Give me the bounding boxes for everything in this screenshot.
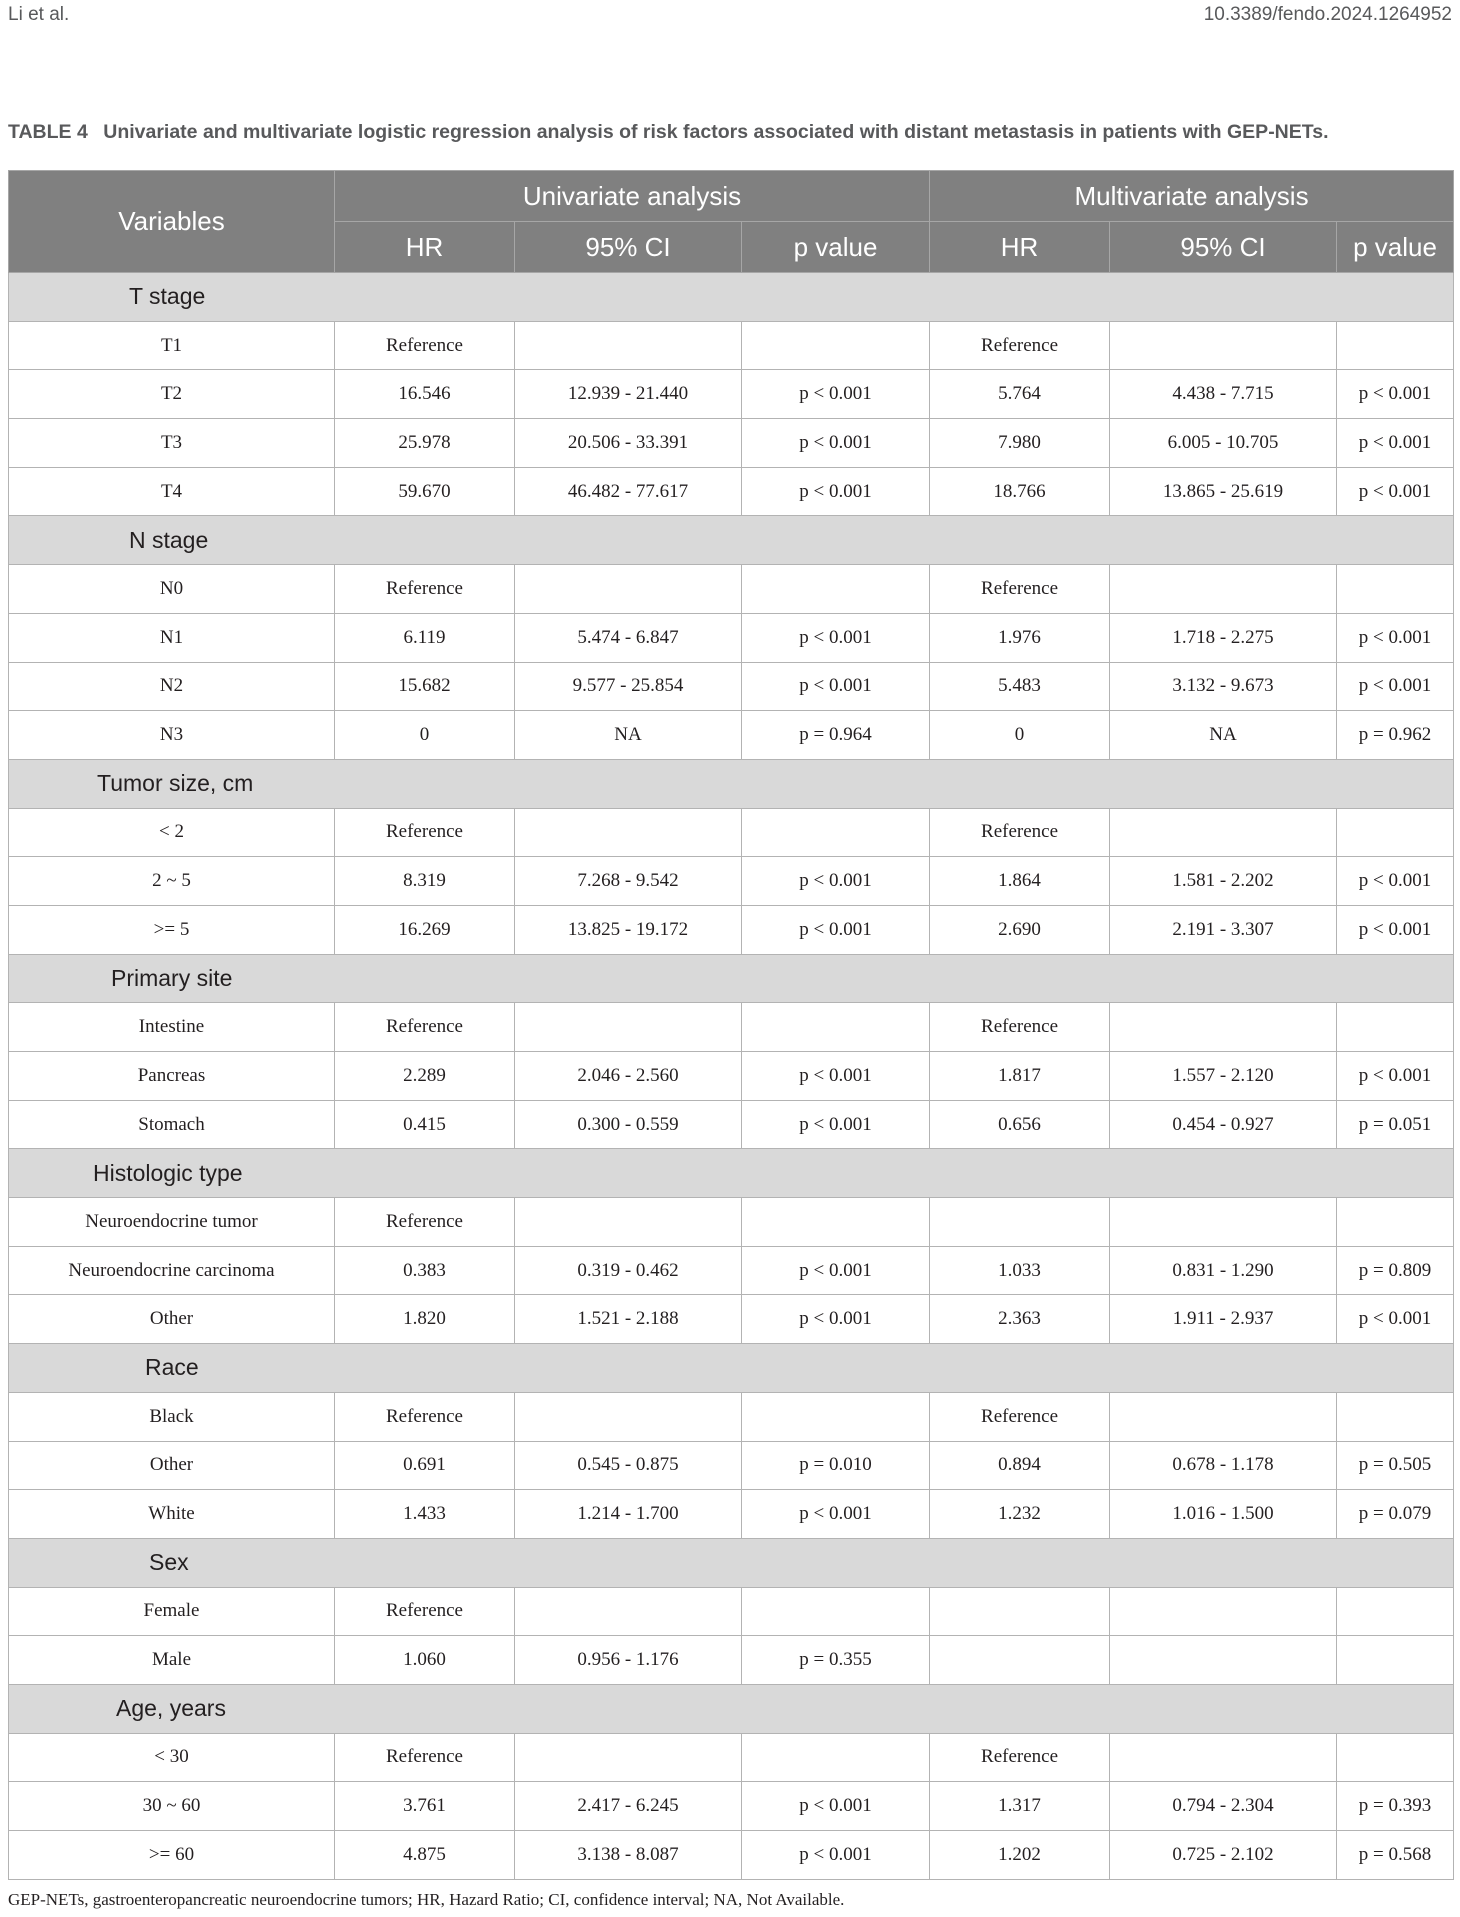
table-row [9,905,1454,954]
table-row [9,565,1454,614]
uni-p-cell [742,565,930,614]
multi-p-cell: p < 0.001 [1337,905,1454,954]
uni-ci-cell: 0.319 - 0.462 [515,1246,742,1295]
multi-p-cell [1337,1733,1454,1782]
uni-p-cell: p = 0.964 [742,711,930,760]
uni-hr-cell: Reference [335,1198,515,1247]
multi-hr-cell: 18.766 [930,467,1110,516]
uni-hr-cell: 25.978 [335,419,515,468]
uni-p-cell: p < 0.001 [742,1100,930,1149]
multi-p-cell: p = 0.051 [1337,1100,1454,1149]
col-header-uni-hr: HR [335,222,515,273]
uni-p-cell [742,1392,930,1441]
uni-hr-cell: 0 [335,711,515,760]
multi-ci-cell: 0.454 - 0.927 [1110,1100,1337,1149]
table-body [9,273,1454,1880]
section-cell [9,1684,1454,1733]
table-title: Univariate and multivariate logistic regression analysis of risk factors associated with distant metastasis in patients with GEP-NETs. [103,121,1329,143]
section-title: T stage [129,283,206,310]
table-row [9,662,1454,711]
multi-ci-cell [1110,565,1337,614]
multi-ci-cell: 1.016 - 1.500 [1110,1490,1337,1539]
table-row [9,711,1454,760]
multi-ci-cell: 0.725 - 2.102 [1110,1831,1337,1880]
uni-hr-cell: 1.820 [335,1295,515,1344]
uni-ci-cell [515,1198,742,1247]
uni-p-cell: p < 0.001 [742,1490,930,1539]
multi-p-cell: p < 0.001 [1337,1295,1454,1344]
table-row [9,1052,1454,1101]
uni-ci-cell: 1.214 - 1.700 [515,1490,742,1539]
col-header-multivariate: Multivariate analysis [930,171,1454,222]
multi-ci-cell [1110,808,1337,857]
table-row [9,1100,1454,1149]
uni-ci-cell: 46.482 - 77.617 [515,467,742,516]
multi-hr-cell: 2.363 [930,1295,1110,1344]
uni-ci-cell [515,808,742,857]
uni-hr-cell: 59.670 [335,467,515,516]
multi-p-cell [1337,321,1454,370]
table-row [9,370,1454,419]
uni-hr-cell: 0.383 [335,1246,515,1295]
variable-cell: 2 ~ 5 [9,857,335,906]
table-row [9,419,1454,468]
table-row [9,1490,1454,1539]
multi-p-cell: p < 0.001 [1337,467,1454,516]
multi-ci-cell [1110,1198,1337,1247]
table-row [9,1392,1454,1441]
multi-p-cell [1337,1392,1454,1441]
uni-p-cell: p = 0.355 [742,1636,930,1685]
multi-ci-cell: 6.005 - 10.705 [1110,419,1337,468]
multi-p-cell: p < 0.001 [1337,1052,1454,1101]
uni-p-cell [742,1733,930,1782]
table-row [9,613,1454,662]
variable-cell: N0 [9,565,335,614]
uni-ci-cell: 3.138 - 8.087 [515,1831,742,1880]
section-title: Race [145,1354,199,1381]
multi-ci-cell: 1.718 - 2.275 [1110,613,1337,662]
uni-hr-cell: Reference [335,1733,515,1782]
section-cell [9,1149,1454,1198]
variable-cell: < 2 [9,808,335,857]
header-row-1 [9,171,1454,222]
multi-hr-cell: 0 [930,711,1110,760]
uni-ci-cell: 7.268 - 9.542 [515,857,742,906]
uni-p-cell: p < 0.001 [742,857,930,906]
uni-p-cell [742,1587,930,1636]
multi-p-cell [1337,808,1454,857]
section-title: Age, years [116,1695,226,1722]
multi-hr-cell [930,1198,1110,1247]
multi-hr-cell: 0.894 [930,1441,1110,1490]
multi-p-cell: p = 0.962 [1337,711,1454,760]
section-cell [9,1344,1454,1393]
table-footnote: GEP-NETs, gastroenteropancreatic neuroendocrine tumors; HR, Hazard Ratio; CI, confidence interval; NA, Not Available. [8,1890,845,1909]
multi-ci-cell: 1.557 - 2.120 [1110,1052,1337,1101]
multi-hr-cell: Reference [930,1733,1110,1782]
uni-p-cell: p < 0.001 [742,370,930,419]
multi-hr-cell: 1.033 [930,1246,1110,1295]
multi-p-cell: p = 0.809 [1337,1246,1454,1295]
section-cell [9,954,1454,1003]
table-row [9,1831,1454,1880]
uni-p-cell: p < 0.001 [742,467,930,516]
uni-p-cell [742,1003,930,1052]
section-cell [9,759,1454,808]
uni-ci-cell: 20.506 - 33.391 [515,419,742,468]
uni-p-cell: p < 0.001 [742,1831,930,1880]
uni-p-cell: p < 0.001 [742,905,930,954]
multi-hr-cell: Reference [930,808,1110,857]
multi-hr-cell: 1.864 [930,857,1110,906]
uni-p-cell: p < 0.001 [742,613,930,662]
multi-p-cell [1337,1636,1454,1685]
multi-p-cell [1337,1003,1454,1052]
variable-cell: Male [9,1636,335,1685]
section-row [9,1684,1454,1733]
uni-hr-cell: Reference [335,565,515,614]
variable-cell: Other [9,1441,335,1490]
variable-cell: N3 [9,711,335,760]
doi-label: 10.3389/fendo.2024.1264952 [1203,4,1452,25]
multi-p-cell: p = 0.393 [1337,1782,1454,1831]
multi-hr-cell: 1.817 [930,1052,1110,1101]
multi-ci-cell: 0.831 - 1.290 [1110,1246,1337,1295]
multi-hr-cell: 5.483 [930,662,1110,711]
variable-cell: N1 [9,613,335,662]
multi-hr-cell: 0.656 [930,1100,1110,1149]
multi-p-cell: p = 0.568 [1337,1831,1454,1880]
uni-hr-cell: 4.875 [335,1831,515,1880]
multi-p-cell: p < 0.001 [1337,662,1454,711]
uni-hr-cell: 3.761 [335,1782,515,1831]
uni-p-cell: p < 0.001 [742,1782,930,1831]
uni-p-cell: p < 0.001 [742,1052,930,1101]
uni-p-cell: p < 0.001 [742,1246,930,1295]
variable-cell: >= 60 [9,1831,335,1880]
col-header-multi-p: p value [1337,222,1454,273]
variable-cell: < 30 [9,1733,335,1782]
multi-p-cell [1337,565,1454,614]
section-title: Tumor size, cm [97,770,254,797]
uni-hr-cell: Reference [335,1587,515,1636]
multi-hr-cell: 1.976 [930,613,1110,662]
section-row [9,1149,1454,1198]
section-cell [9,273,1454,322]
variable-cell: 30 ~ 60 [9,1782,335,1831]
table-row [9,1636,1454,1685]
multi-ci-cell: 1.581 - 2.202 [1110,857,1337,906]
uni-ci-cell: 1.521 - 2.188 [515,1295,742,1344]
multi-ci-cell: 13.865 - 25.619 [1110,467,1337,516]
multi-p-cell: p < 0.001 [1337,370,1454,419]
multi-hr-cell: 1.232 [930,1490,1110,1539]
uni-ci-cell: 0.300 - 0.559 [515,1100,742,1149]
uni-hr-cell: 6.119 [335,613,515,662]
multi-ci-cell: 0.794 - 2.304 [1110,1782,1337,1831]
section-title: Histologic type [93,1159,243,1186]
multi-p-cell: p = 0.505 [1337,1441,1454,1490]
section-row [9,759,1454,808]
col-header-uni-p: p value [742,222,930,273]
multi-ci-cell: 0.678 - 1.178 [1110,1441,1337,1490]
uni-hr-cell: 16.546 [335,370,515,419]
multi-hr-cell: 1.317 [930,1782,1110,1831]
multi-p-cell: p < 0.001 [1337,613,1454,662]
variable-cell: Black [9,1392,335,1441]
uni-hr-cell: 2.289 [335,1052,515,1101]
section-cell [9,1538,1454,1587]
multi-ci-cell [1110,1003,1337,1052]
table-number: TABLE 4 [8,121,88,143]
multi-hr-cell [930,1587,1110,1636]
uni-ci-cell: NA [515,711,742,760]
uni-ci-cell [515,1003,742,1052]
variable-cell: Intestine [9,1003,335,1052]
multi-p-cell [1337,1198,1454,1247]
uni-ci-cell: 0.956 - 1.176 [515,1636,742,1685]
uni-ci-cell: 0.545 - 0.875 [515,1441,742,1490]
uni-ci-cell [515,1587,742,1636]
col-header-variables: Variables [9,171,335,273]
uni-p-cell [742,321,930,370]
multi-hr-cell: 1.202 [930,1831,1110,1880]
uni-hr-cell: 16.269 [335,905,515,954]
variable-cell: >= 5 [9,905,335,954]
variable-cell: Other [9,1295,335,1344]
multi-ci-cell: 1.911 - 2.937 [1110,1295,1337,1344]
multi-hr-cell: 7.980 [930,419,1110,468]
uni-ci-cell: 9.577 - 25.854 [515,662,742,711]
variable-cell: Neuroendocrine carcinoma [9,1246,335,1295]
uni-p-cell [742,808,930,857]
section-title: Sex [149,1549,189,1576]
running-header [8,4,1452,34]
table-row [9,1246,1454,1295]
multi-hr-cell: 5.764 [930,370,1110,419]
section-title: N stage [129,526,209,553]
variable-cell: Female [9,1587,335,1636]
table-row [9,321,1454,370]
variable-cell: Pancreas [9,1052,335,1101]
col-header-uni-ci: 95% CI [515,222,742,273]
uni-ci-cell [515,1733,742,1782]
multi-ci-cell [1110,1392,1337,1441]
uni-hr-cell: Reference [335,1392,515,1441]
multi-p-cell: p = 0.079 [1337,1490,1454,1539]
table-row [9,467,1454,516]
multi-ci-cell: 2.191 - 3.307 [1110,905,1337,954]
multi-ci-cell: 3.132 - 9.673 [1110,662,1337,711]
table-row [9,1198,1454,1247]
table-row [9,1003,1454,1052]
table-row [9,1295,1454,1344]
table-row [9,857,1454,906]
author-label: Li et al. [8,4,70,25]
variable-cell: N2 [9,662,335,711]
uni-p-cell: p < 0.001 [742,419,930,468]
multi-ci-cell: NA [1110,711,1337,760]
variable-cell: T2 [9,370,335,419]
multi-p-cell: p < 0.001 [1337,857,1454,906]
uni-ci-cell: 13.825 - 19.172 [515,905,742,954]
multi-ci-cell [1110,1587,1337,1636]
table-caption [8,121,1452,144]
table-row [9,1587,1454,1636]
multi-ci-cell [1110,1636,1337,1685]
uni-ci-cell [515,321,742,370]
variable-cell: Stomach [9,1100,335,1149]
variable-cell: Neuroendocrine tumor [9,1198,335,1247]
uni-ci-cell: 12.939 - 21.440 [515,370,742,419]
uni-hr-cell: 1.060 [335,1636,515,1685]
col-header-multi-hr: HR [930,222,1110,273]
uni-ci-cell [515,1392,742,1441]
section-row [9,1538,1454,1587]
uni-hr-cell: 8.319 [335,857,515,906]
uni-p-cell: p = 0.010 [742,1441,930,1490]
section-row [9,954,1454,1003]
multi-hr-cell: Reference [930,1003,1110,1052]
col-header-multi-ci: 95% CI [1110,222,1337,273]
multi-hr-cell: Reference [930,565,1110,614]
section-cell [9,516,1454,565]
variable-cell: T4 [9,467,335,516]
uni-ci-cell: 5.474 - 6.847 [515,613,742,662]
uni-hr-cell: Reference [335,808,515,857]
multi-hr-cell: Reference [930,1392,1110,1441]
uni-hr-cell: 0.691 [335,1441,515,1490]
multi-p-cell: p < 0.001 [1337,419,1454,468]
uni-hr-cell: 0.415 [335,1100,515,1149]
multi-hr-cell: Reference [930,321,1110,370]
regression-table [8,170,1454,1880]
uni-p-cell [742,1198,930,1247]
multi-hr-cell: 2.690 [930,905,1110,954]
section-title: Primary site [111,964,233,991]
table-row [9,808,1454,857]
uni-hr-cell: 1.433 [335,1490,515,1539]
table-row [9,1733,1454,1782]
table-row [9,1441,1454,1490]
multi-ci-cell [1110,321,1337,370]
multi-ci-cell: 4.438 - 7.715 [1110,370,1337,419]
uni-hr-cell: 15.682 [335,662,515,711]
section-row [9,516,1454,565]
multi-ci-cell [1110,1733,1337,1782]
col-header-univariate: Univariate analysis [335,171,930,222]
uni-hr-cell: Reference [335,321,515,370]
section-row [9,1344,1454,1393]
table-row [9,1782,1454,1831]
uni-p-cell: p < 0.001 [742,662,930,711]
uni-ci-cell: 2.417 - 6.245 [515,1782,742,1831]
multi-hr-cell [930,1636,1110,1685]
variable-cell: T1 [9,321,335,370]
uni-ci-cell: 2.046 - 2.560 [515,1052,742,1101]
variable-cell: T3 [9,419,335,468]
uni-ci-cell [515,565,742,614]
uni-p-cell: p < 0.001 [742,1295,930,1344]
uni-hr-cell: Reference [335,1003,515,1052]
section-row [9,273,1454,322]
variable-cell: White [9,1490,335,1539]
multi-p-cell [1337,1587,1454,1636]
